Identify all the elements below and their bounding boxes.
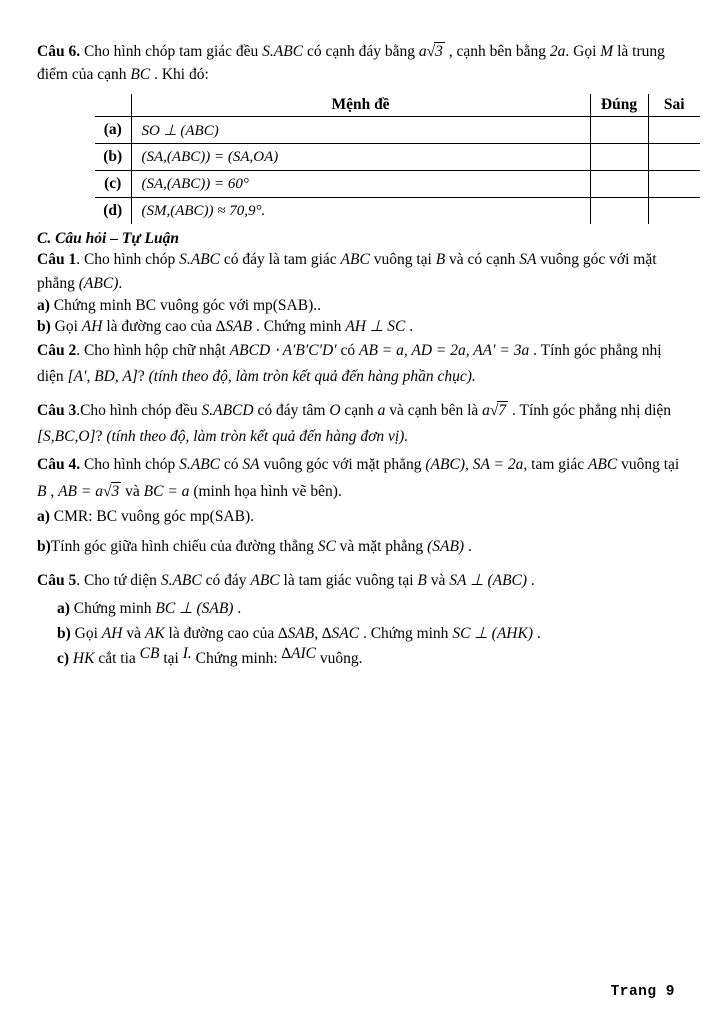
text-run: , bbox=[46, 483, 59, 500]
text-run: . Chứng minh bbox=[252, 318, 346, 335]
text-run: có đáy tâm bbox=[253, 402, 330, 419]
text-run: (tính theo độ, làm tròn kết quả đến hàng phần chục). bbox=[148, 368, 476, 385]
text-run: Chứng minh: bbox=[191, 650, 282, 667]
text-run: cắt tia bbox=[94, 650, 140, 667]
text-run: . Cho hình chóp bbox=[76, 251, 180, 268]
text-run bbox=[427, 43, 445, 60]
dung-answer-cell bbox=[590, 198, 648, 225]
cau5-paragraph bbox=[37, 568, 688, 593]
sai-answer-cell bbox=[648, 144, 700, 171]
text-run: ABC bbox=[250, 572, 280, 589]
header-sai: Sai bbox=[648, 94, 700, 117]
text-run: . Cho tứ diện bbox=[76, 572, 161, 589]
text-run: và có cạnh bbox=[445, 251, 520, 268]
text-run: HK bbox=[72, 650, 95, 667]
text-run: (ABC) bbox=[78, 275, 119, 292]
cau4-item-a bbox=[37, 506, 688, 527]
cau6-intro-paragraph bbox=[37, 40, 688, 86]
text-run: ABC bbox=[340, 251, 370, 268]
text-run: S.ABC bbox=[179, 456, 221, 473]
text-run: a) bbox=[37, 508, 50, 525]
header-dung: Đúng bbox=[590, 94, 648, 117]
text-run: có bbox=[336, 342, 359, 359]
text-run: . Khi đó: bbox=[150, 66, 209, 83]
text-run: SO ⊥ (ABC) bbox=[141, 122, 219, 139]
text-run: có đáy bbox=[201, 572, 251, 589]
text-run: O bbox=[329, 402, 341, 419]
text-run: Chứng minh BC vuông góc với mp(SAB).. bbox=[49, 297, 321, 314]
text-run: AH bbox=[81, 318, 103, 335]
text-run: Cho hình chóp bbox=[80, 456, 180, 473]
section-c-heading bbox=[37, 229, 688, 248]
sai-answer-cell bbox=[648, 117, 700, 144]
text-run: và bbox=[426, 572, 450, 589]
text-run: là đường cao của bbox=[164, 625, 279, 642]
text-run: Gọi bbox=[50, 318, 82, 335]
text-run: CMR: BC vuông góc mp(SAB). bbox=[49, 508, 255, 525]
dung-answer-cell bbox=[590, 171, 648, 198]
text-run: . bbox=[405, 318, 414, 335]
text-run: . Gọi bbox=[565, 43, 601, 60]
page-number-footer: Trang 9 bbox=[610, 984, 675, 1000]
table-row-c bbox=[95, 171, 700, 198]
text-run: vuông tại bbox=[617, 456, 680, 473]
text-run: C. Câu hỏi – Tự Luận bbox=[37, 230, 179, 247]
text-run: BC = a bbox=[143, 483, 190, 500]
text-run: ? bbox=[95, 428, 107, 445]
text-run: và cạnh bên là bbox=[385, 402, 483, 419]
sqrt-radical-sign: √ bbox=[489, 402, 499, 419]
table-row-b bbox=[95, 144, 700, 171]
cau1-item-a bbox=[37, 296, 688, 315]
text-run: ? bbox=[137, 368, 149, 385]
text-run: (SA,(ABC)) = 60° bbox=[141, 175, 249, 192]
text-run: . Tính góc phẳng nhị diện bbox=[508, 402, 672, 419]
cau1-paragraph bbox=[37, 248, 688, 296]
row-statement bbox=[131, 171, 590, 198]
text-run: cạnh bbox=[340, 402, 378, 419]
text-run: là trung điểm của cạnh bbox=[37, 43, 665, 83]
text-run: có bbox=[220, 456, 243, 473]
text-run: S.ABC bbox=[160, 572, 202, 589]
text-run: , cạnh bên bằng bbox=[444, 43, 550, 60]
cau5-item-c bbox=[37, 647, 688, 671]
text-run: b) bbox=[37, 538, 51, 555]
text-run: AK bbox=[144, 625, 165, 642]
row-statement bbox=[131, 198, 590, 225]
text-run: (SAB) bbox=[427, 538, 465, 555]
sqrt-radicand: 3 bbox=[111, 483, 120, 500]
text-run: [S,BC,O] bbox=[37, 428, 96, 445]
text-run: và mặt phẳng bbox=[335, 538, 428, 555]
row-statement bbox=[131, 117, 590, 144]
text-run: a bbox=[418, 43, 427, 60]
text-run: (minh họa hình vẽ bên). bbox=[189, 483, 342, 500]
header-menh-de: Mệnh đề bbox=[131, 94, 590, 117]
text-run: . bbox=[532, 625, 541, 642]
text-run: tại bbox=[159, 650, 183, 667]
row-label: (a) bbox=[95, 117, 131, 144]
text-run: Câu 1 bbox=[37, 251, 77, 268]
text-run: ABC bbox=[587, 456, 618, 473]
text-run: vuông góc với mặt phẳng bbox=[37, 251, 657, 292]
text-run: Cho hình chóp tam giác đều bbox=[80, 43, 263, 60]
text-run: SA ⊥ (ABC) bbox=[449, 572, 528, 589]
sai-answer-cell bbox=[648, 198, 700, 225]
text-run: BC bbox=[130, 66, 151, 83]
text-run: Câu 6. bbox=[37, 43, 81, 60]
text-run: (SA,(ABC)) = (SA,OA) bbox=[141, 148, 279, 165]
text-run: b) bbox=[57, 625, 71, 642]
text-run: AH bbox=[101, 625, 123, 642]
text-run: (ABC), SA = 2a bbox=[425, 456, 524, 473]
text-run: I. bbox=[182, 645, 192, 662]
cau5-item-a bbox=[37, 596, 688, 621]
text-run: Câu 5 bbox=[37, 572, 77, 589]
text-run: . bbox=[233, 600, 242, 617]
cau6-statement-table bbox=[95, 94, 700, 224]
dung-answer-cell bbox=[590, 144, 648, 171]
text-run: .Cho hình chóp đều bbox=[76, 402, 202, 419]
text-run: Câu 3 bbox=[37, 402, 77, 419]
text-run: a bbox=[482, 402, 490, 419]
text-run bbox=[103, 483, 121, 500]
text-run: BC ⊥ (SAB) bbox=[155, 600, 234, 617]
text-run: b) bbox=[37, 318, 51, 335]
text-run: Tính góc giữa hình chiếu của đường thẳng bbox=[50, 538, 318, 555]
text-run: và bbox=[122, 625, 145, 642]
text-run: Câu 4. bbox=[37, 456, 81, 473]
row-label: (c) bbox=[95, 171, 131, 198]
cau5-item-b bbox=[37, 621, 688, 647]
text-run: Chứng minh bbox=[69, 600, 156, 617]
cau4-item-b bbox=[37, 534, 688, 560]
text-run: (SM,(ABC)) ≈ 70,9°. bbox=[141, 202, 266, 219]
row-label: (d) bbox=[103, 202, 123, 219]
text-run: là đường cao của bbox=[102, 318, 216, 335]
text-run: SC ⊥ (AHK) bbox=[452, 625, 533, 642]
text-run: . bbox=[118, 275, 123, 292]
text-run: B bbox=[417, 572, 427, 589]
text-run: ∆SAB bbox=[215, 318, 253, 335]
text-run: vuông. bbox=[316, 650, 363, 667]
text-run: . bbox=[464, 538, 472, 555]
text-run: Gọi bbox=[70, 625, 102, 642]
sqrt-radicand: 7 bbox=[498, 402, 507, 419]
table-row-d bbox=[95, 198, 700, 225]
text-run: B bbox=[37, 483, 47, 500]
sqrt-radical-sign: √ bbox=[426, 43, 436, 60]
sai-answer-cell bbox=[648, 171, 700, 198]
text-run: AH ⊥ SC bbox=[345, 318, 406, 335]
text-run: ∆SAB, ∆SAC bbox=[278, 625, 360, 642]
text-run: vuông góc với mặt phẳng bbox=[259, 456, 426, 473]
text-run: AB = a, AD = 2a, AA′ = 3a bbox=[359, 342, 530, 359]
text-run: SA bbox=[519, 251, 537, 268]
text-run: , tam giác bbox=[523, 456, 588, 473]
text-run: Câu 2 bbox=[37, 342, 77, 359]
text-run: [A′, BD, A] bbox=[67, 368, 138, 385]
text-run: B bbox=[435, 251, 446, 268]
text-run bbox=[490, 402, 508, 419]
text-run: (tính theo độ, làm tròn kết quả đến hàng đơn vị). bbox=[106, 428, 409, 445]
text-run: CB bbox=[139, 645, 160, 662]
text-run: S.ABC bbox=[179, 251, 221, 268]
text-run: là tam giác vuông tại bbox=[279, 572, 418, 589]
text-run: S.ABC bbox=[262, 43, 304, 60]
cau4-paragraph bbox=[37, 451, 688, 505]
text-run: SA bbox=[242, 456, 260, 473]
text-run: AB = a bbox=[58, 483, 103, 500]
text-run: a) bbox=[57, 600, 70, 617]
text-run: 2a bbox=[549, 43, 566, 60]
text-run: . bbox=[527, 572, 535, 589]
header-empty-cell bbox=[95, 94, 131, 117]
text-run: a) bbox=[37, 297, 50, 314]
text-run: M bbox=[600, 43, 614, 60]
text-run: ∆AIC bbox=[281, 645, 317, 662]
row-statement bbox=[131, 144, 590, 171]
text-run: có đáy là tam giác bbox=[220, 251, 341, 268]
cau2-paragraph bbox=[37, 338, 688, 390]
text-run: và bbox=[121, 483, 144, 500]
text-run: . Cho hình hộp chữ nhật bbox=[76, 342, 230, 359]
text-run: SC bbox=[317, 538, 336, 555]
text-run: . Tính góc phẳng nhị diện bbox=[37, 342, 662, 385]
dung-answer-cell bbox=[590, 117, 648, 144]
sqrt-radical-sign: √ bbox=[103, 483, 112, 500]
table-header-row bbox=[95, 94, 700, 117]
text-run: S.ABCD bbox=[201, 402, 254, 419]
cau3-paragraph bbox=[37, 398, 688, 450]
table-row-a bbox=[95, 117, 700, 144]
row-label: (b) bbox=[95, 144, 131, 171]
text-run: vuông tại bbox=[369, 251, 436, 268]
text-run: c) bbox=[57, 650, 70, 667]
cau1-item-b bbox=[37, 315, 688, 338]
text-run: ABCD ⋅ A′B′C′D′ bbox=[229, 342, 337, 359]
text-run: . Chứng minh bbox=[359, 625, 453, 642]
text-run: có cạnh đáy bằng bbox=[303, 43, 419, 60]
sqrt-radicand: 3 bbox=[435, 43, 443, 60]
text-run: a bbox=[377, 402, 386, 419]
